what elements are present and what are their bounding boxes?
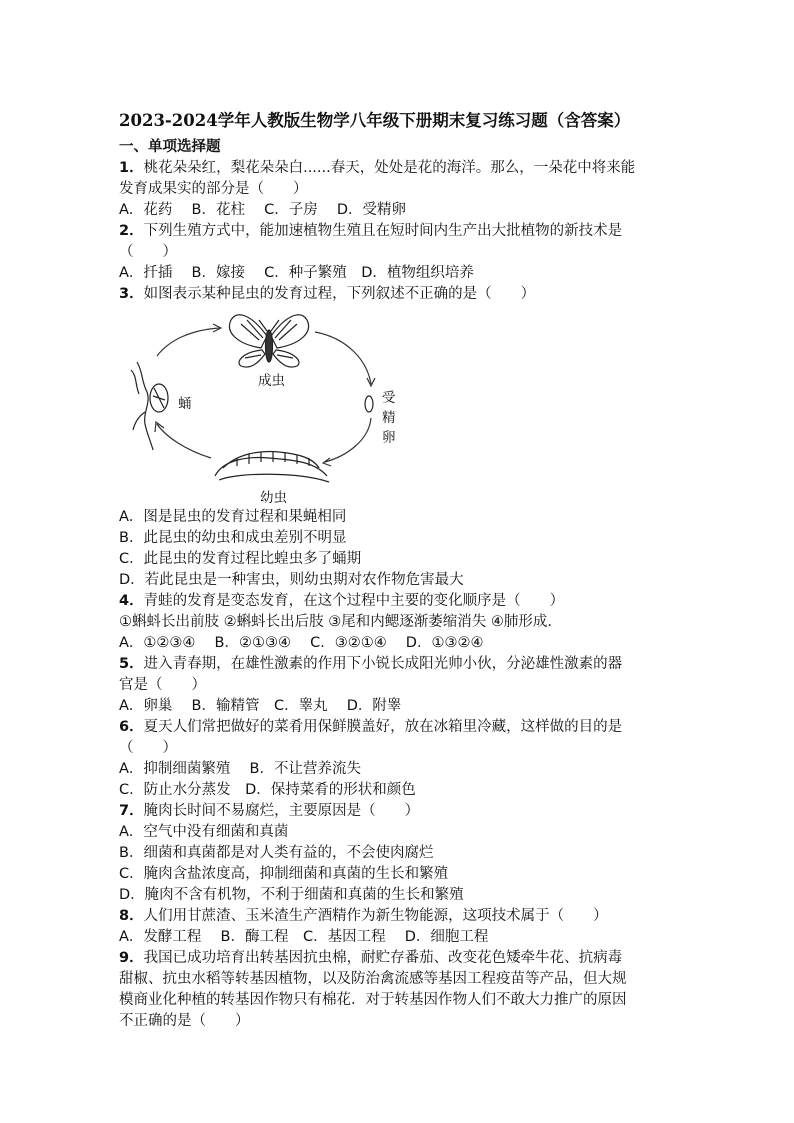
question-text: 桃花朵朵红，梨花朵朵白......春天，处处是花的海洋。那么，一朵花中将来能	[143, 160, 636, 176]
question-options: A．卵巢 B．输精管 C．睾丸 D．附睾	[119, 698, 402, 714]
question-text: 我国已成功培育出转基因抗虫棉，耐贮存番茄、改变花色矮牵牛花、抗病毒	[143, 950, 623, 966]
question-7	[119, 801, 419, 821]
question-options-row-1: A．抑制细菌繁殖 B．不让营养流失	[119, 761, 361, 777]
question-number: 7．	[119, 803, 144, 819]
question-options: A．发酵工程 B．酶工程 C．基因工程 D．细胞工程	[119, 929, 489, 945]
question-text-cont: 官是（ ）	[119, 677, 206, 693]
option-b: B．此昆虫的幼虫和成虫差别不明显	[119, 530, 347, 546]
label-adult: 成虫	[258, 373, 285, 389]
option-b: B．细菌和真菌都是对人类有益的，不会使肉腐烂	[119, 845, 434, 861]
question-5	[119, 654, 622, 674]
option-d: D．若此昆虫是一种害虫，则幼虫期对农作物危害最大	[119, 572, 464, 588]
butterfly-illustration	[229, 315, 308, 367]
page-title: 2023-2024学年人教版生物学八年级下册期末复习练习题（含答案）	[119, 111, 631, 130]
question-text: 人们用甘蔗渣、玉米渣生产酒精作为新生物能源，这项技术属于（ ）	[143, 908, 608, 924]
lifecycle-diagram	[119, 300, 419, 510]
question-number: 3．	[119, 286, 144, 302]
question-number: 1．	[119, 160, 144, 176]
question-text: 下列生殖方式中，能加速植物生殖且在短时间内生产出大批植物的新技术是	[143, 223, 623, 239]
insect-lifecycle-figure	[119, 300, 419, 510]
question-9	[119, 948, 622, 968]
question-8	[119, 906, 608, 926]
question-text: 如图表示某种昆虫的发育过程，下列叙述不正确的是（ ）	[143, 286, 536, 302]
label-egg-2: 精	[382, 410, 396, 426]
question-text: 青蛙的发育是变态发育，在这个过程中主要的变化顺序是（ ）	[143, 593, 565, 609]
question-text: 进入青春期，在雄性激素的作用下小锐长成阳光帅小伙，分泌雄性激素的器	[143, 656, 623, 672]
question-4	[119, 591, 564, 611]
larva-illustration	[215, 452, 329, 482]
question-number: 5．	[119, 656, 144, 672]
question-options-row-2: C．防止水分蒸发 D．保持菜肴的形状和颜色	[119, 782, 416, 798]
question-text: 腌肉长时间不易腐烂，主要原因是（ ）	[143, 803, 420, 819]
question-text-cont: 甜椒、抗虫水稻等转基因植物，以及防治禽流感等基因工程疫苗等产品，但大规	[119, 971, 627, 987]
question-1	[119, 158, 635, 178]
section-heading: 一、单项选择题	[119, 139, 221, 155]
question-number: 2．	[119, 223, 144, 239]
option-a: A．图是昆虫的发育过程和果蝇相同	[119, 509, 347, 525]
option-d: D．腌肉不含有机物，不利于细菌和真菌的生长和繁殖	[119, 887, 464, 903]
question-number: 9．	[119, 950, 144, 966]
egg-illustration	[365, 396, 373, 412]
option-a: A．空气中没有细菌和真菌	[119, 824, 289, 840]
question-text-cont: 模商业化种植的转基因作物只有棉花．对于转基因作物人们不敢大力推广的原因	[119, 992, 627, 1008]
question-2	[119, 221, 622, 241]
question-text-cont: （ ）	[119, 740, 177, 756]
label-larva: 幼虫	[260, 490, 287, 506]
label-egg-1: 受	[382, 390, 396, 406]
label-pupa: 蛹	[178, 396, 192, 412]
question-options: A．花药 B．花柱 C．子房 D．受精卵	[119, 202, 406, 218]
question-text: 夏天人们常把做好的菜肴用保鲜膜盖好，放在冰箱里冷藏，这样做的目的是	[143, 719, 623, 735]
question-number: 4．	[119, 593, 144, 609]
question-options: A．①②③④ B．②①③④ C．③②①④ D．①③②④	[119, 635, 484, 651]
question-text-cont: 不正确的是（ ）	[119, 1013, 250, 1029]
question-number: 6．	[119, 719, 144, 735]
question-text-cont: （ ）	[119, 244, 177, 260]
question-text-cont: ①蝌蚪长出前肢 ②蝌蚪长出后肢 ③尾和内鳃逐渐萎缩消失 ④肺形成.	[119, 614, 552, 630]
question-number: 8．	[119, 908, 144, 924]
option-c: C．腌肉含盐浓度高，抑制细菌和真菌的生长和繁殖	[119, 866, 449, 882]
question-text-cont: 发育成果实的部分是（ ）	[119, 181, 308, 197]
question-options: A．扦插 B．嫁接 C．种子繁殖 D．植物组织培养	[119, 265, 474, 281]
option-c: C．此昆虫的发育过程比蝗虫多了蛹期	[119, 551, 362, 567]
label-egg-3: 卵	[382, 430, 396, 446]
pupa-illustration	[131, 362, 168, 450]
question-6	[119, 717, 622, 737]
